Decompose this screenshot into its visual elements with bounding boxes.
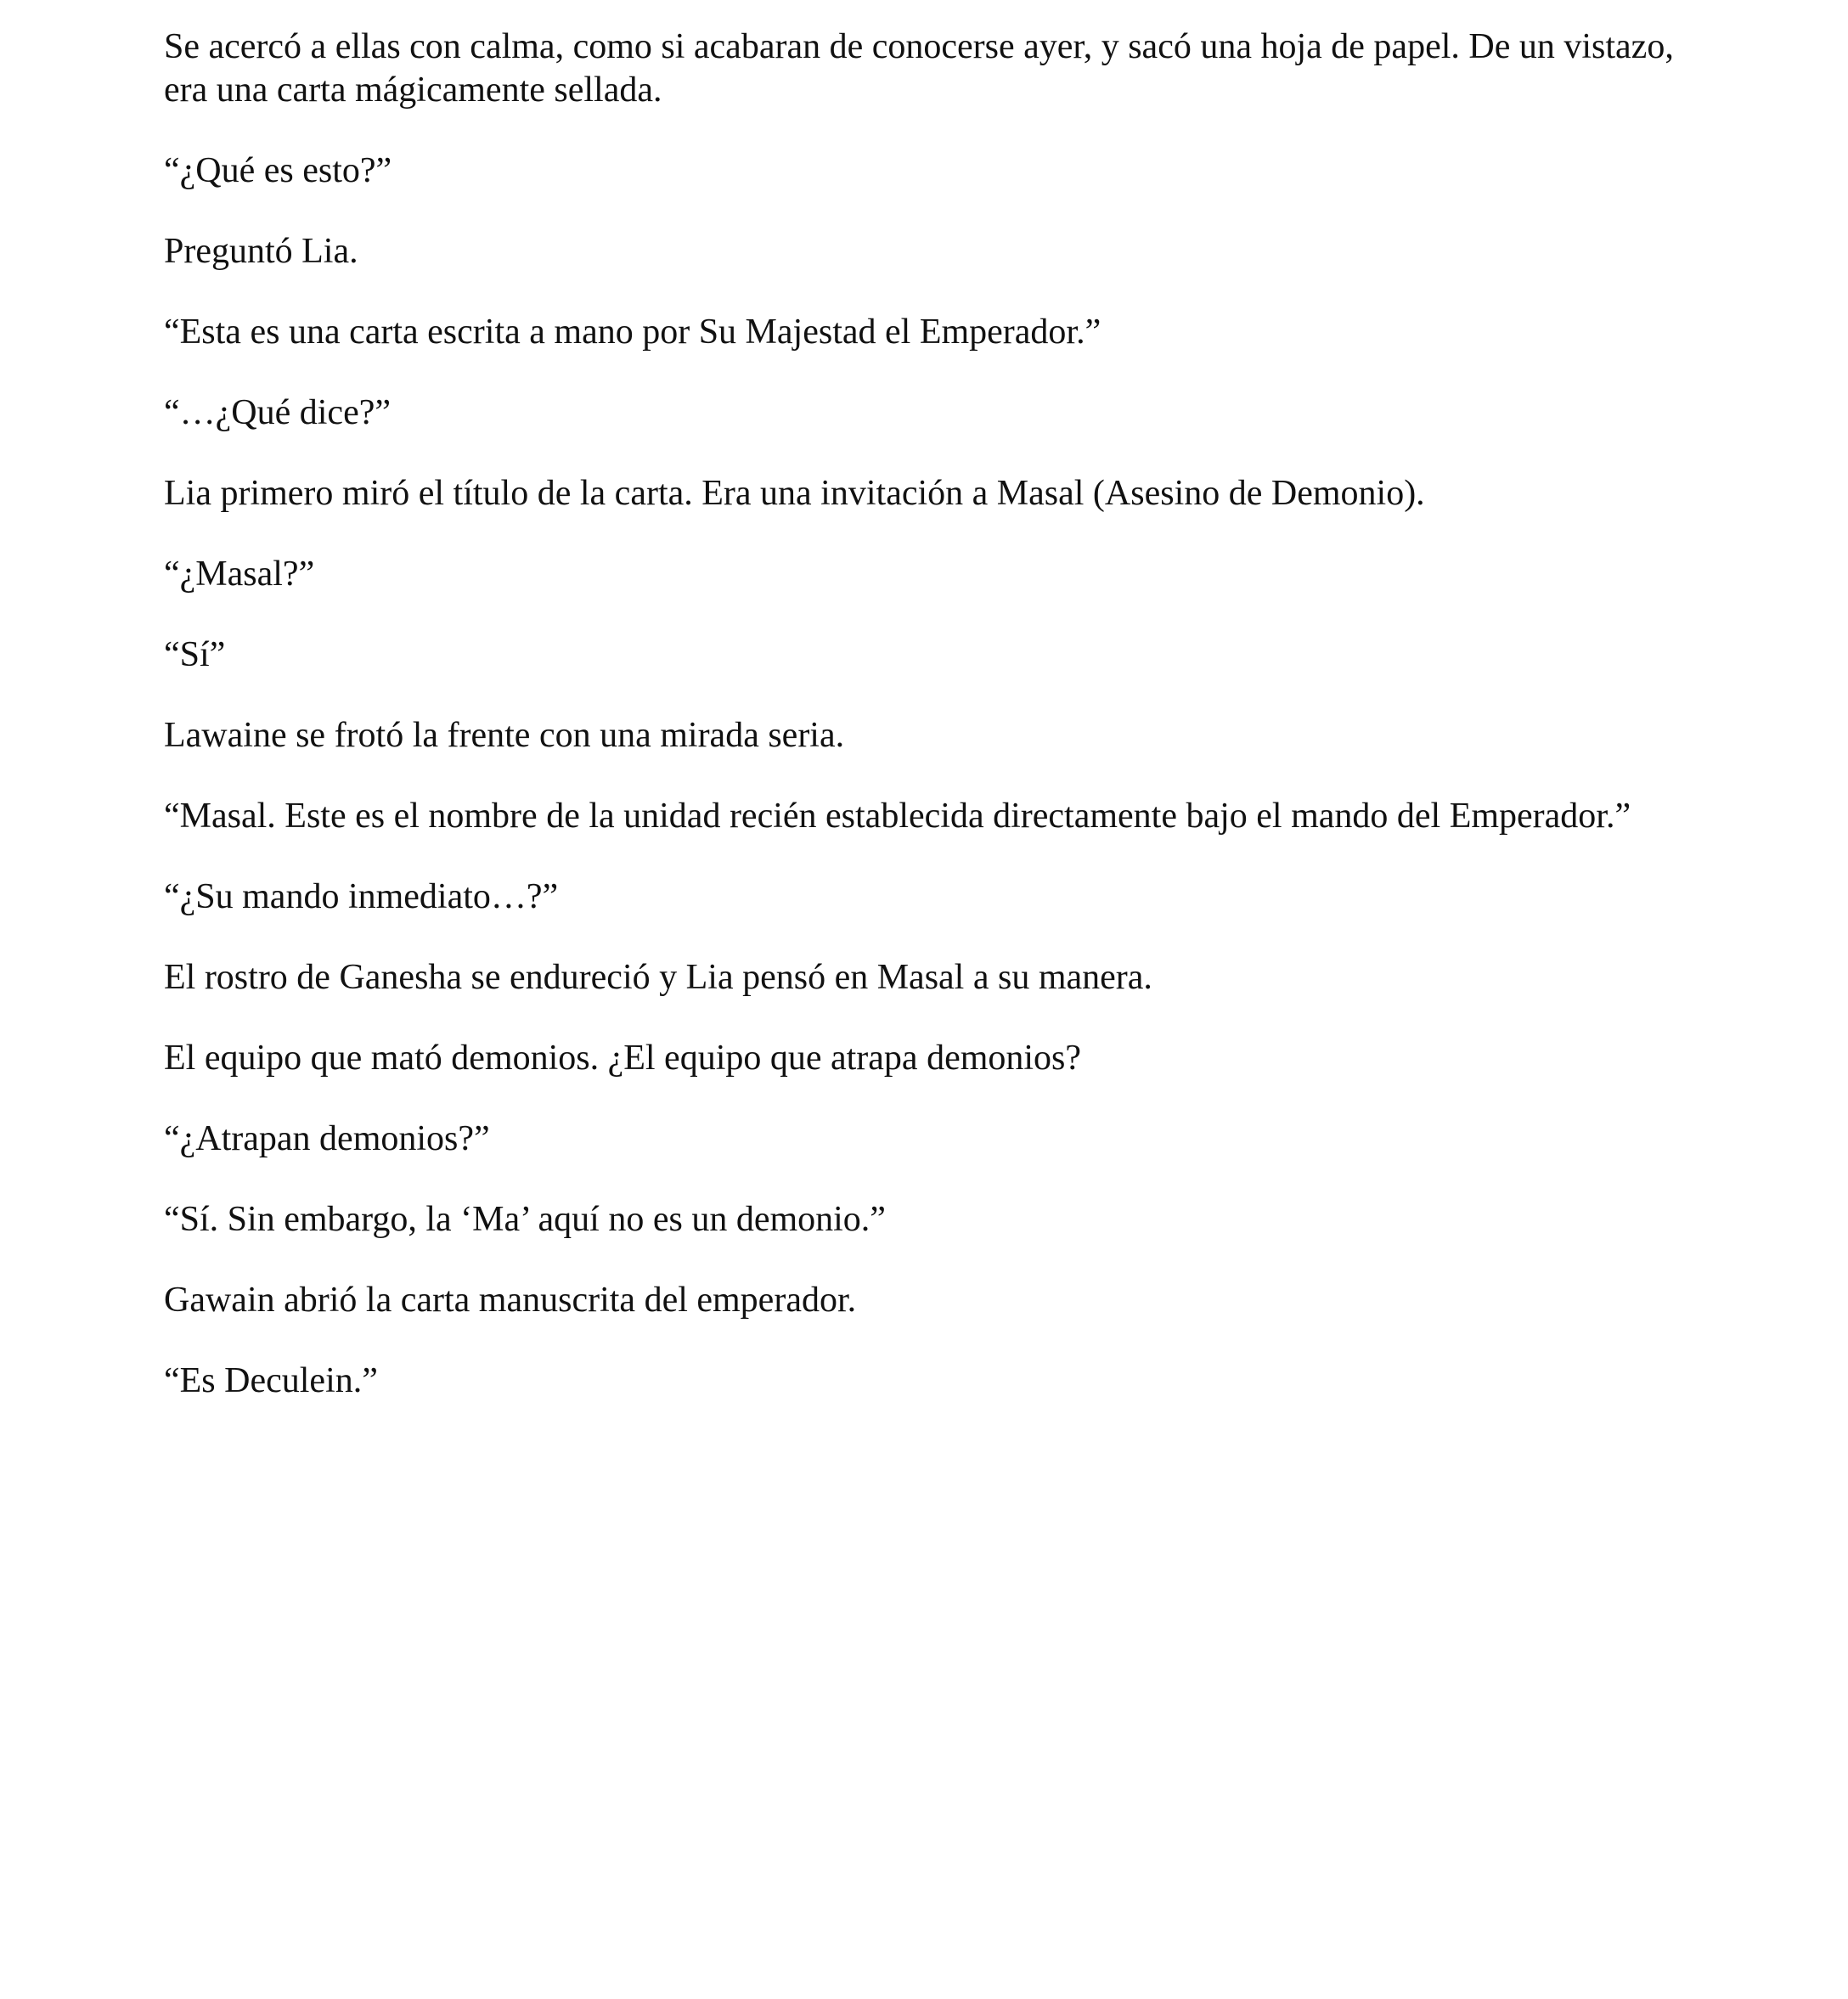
paragraph-1: Se acercó a ellas con calma, como si acabaran de conocerse ayer, y sacó una hoja de papel. De un vistazo, era una carta mágicamente sellada. xyxy=(164,27,1674,110)
paragraph-4: “Esta es una carta escrita a mano por Su Majestad el Emperador.” xyxy=(164,313,1101,352)
paragraph-6: Lia primero miró el título de la carta. Era una invitación a Masal (Asesino de Demonio). xyxy=(164,474,1425,513)
paragraph-11: “¿Su mando inmediato…?” xyxy=(164,877,559,916)
paragraph-5: “…¿Qué dice?” xyxy=(164,393,391,432)
paragraph-14: “¿Atrapan demonios?” xyxy=(164,1119,490,1158)
paragraph-15: “Sí. Sin embargo, la ‘Ma’ aquí no es un demonio.” xyxy=(164,1200,886,1239)
paragraph-8: “Sí” xyxy=(164,635,226,674)
paragraph-13: El equipo que mató demonios. ¿El equipo que atrapa demonios? xyxy=(164,1039,1082,1078)
paragraph-12: El rostro de Ganesha se endureció y Lia pensó en Masal a su manera. xyxy=(164,958,1152,997)
paragraph-10: “Masal. Este es el nombre de la unidad recién establecida directamente bajo el mando del Emperador.” xyxy=(164,797,1631,836)
paragraph-9: Lawaine se frotó la frente con una mirada seria. xyxy=(164,716,845,755)
paragraph-17: “Es Deculein.” xyxy=(164,1361,378,1400)
paragraph-2: “¿Qué es esto?” xyxy=(164,151,392,190)
paragraph-3: Preguntó Lia. xyxy=(164,232,358,271)
paragraph-7: “¿Masal?” xyxy=(164,555,315,594)
document-page xyxy=(164,25,1693,1440)
paragraph-16: Gawain abrió la carta manuscrita del emperador. xyxy=(164,1281,857,1320)
